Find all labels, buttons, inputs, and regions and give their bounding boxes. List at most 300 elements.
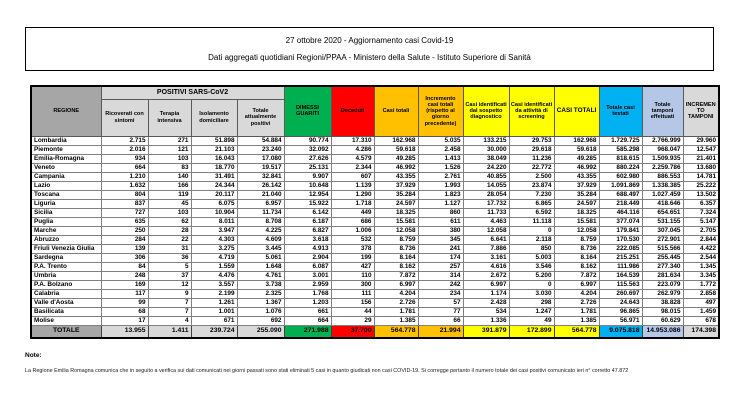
title-line-1: 27 ottobre 2020 - Aggiornamento casi Covid-19: [285, 36, 454, 45]
value-cell: 2.428: [463, 298, 509, 307]
value-cell: 12.058: [463, 226, 509, 235]
value-cell: 602.980: [599, 172, 642, 181]
value-cell: 2.715: [101, 136, 148, 145]
header-group-row: [31, 86, 719, 99]
title-line-2: Dati aggregati quotidiani Regioni/PPAA - Ministero della Salute - Istituto Superiore di Sanità: [208, 53, 531, 62]
value-cell: 968.047: [642, 145, 683, 154]
value-cell: 4.476: [191, 271, 237, 280]
value-cell: 1.345: [683, 262, 719, 271]
value-cell: 6.865: [509, 199, 554, 208]
value-cell: 8.162: [554, 262, 599, 271]
region-name-cell: Basilicata: [31, 307, 101, 316]
value-cell: 199: [331, 253, 374, 262]
value-cell: 38.049: [463, 154, 509, 163]
value-cell: 29.960: [683, 136, 719, 145]
total-value-cell: 172.899: [509, 325, 554, 338]
value-cell: 115.563: [599, 280, 642, 289]
value-cell: 4.286: [331, 145, 374, 154]
value-cell: 427: [331, 262, 374, 271]
value-cell: 7.230: [509, 190, 554, 199]
col-header-ricoverati: Ricoverati con sintomi: [101, 99, 148, 136]
value-cell: 4.463: [463, 217, 509, 226]
value-cell: 10.648: [284, 181, 331, 190]
value-cell: 1.768: [284, 289, 331, 298]
value-cell: 4.204: [554, 289, 599, 298]
total-value-cell: 239.724: [191, 325, 237, 338]
value-cell: 117: [101, 289, 148, 298]
value-cell: 418.646: [642, 199, 683, 208]
value-cell: 262.979: [642, 289, 683, 298]
value-cell: 96.865: [599, 307, 642, 316]
value-cell: 2.259.786: [642, 163, 683, 172]
value-cell: 6.997: [374, 280, 418, 289]
value-cell: 66: [418, 316, 463, 325]
total-value-cell: 271.988: [284, 325, 331, 338]
value-cell: 8.708: [237, 217, 284, 226]
value-cell: 1.718: [331, 199, 374, 208]
region-name-cell: Lombardia: [31, 136, 101, 145]
value-cell: 60.629: [642, 316, 683, 325]
value-cell: 727: [101, 208, 148, 217]
value-cell: 6.997: [554, 280, 599, 289]
value-cell: 2.766.999: [642, 136, 683, 145]
value-cell: 1.781: [554, 307, 599, 316]
value-cell: 880.224: [599, 163, 642, 172]
value-cell: 11.236: [509, 154, 554, 163]
value-cell: 2.458: [418, 145, 463, 154]
value-cell: 26.142: [237, 181, 284, 190]
value-cell: 686: [331, 217, 374, 226]
value-cell: 17.732: [463, 199, 509, 208]
table-row: [31, 316, 719, 325]
value-cell: 6.957: [237, 199, 284, 208]
value-cell: 103: [148, 208, 191, 217]
col-group-positivi: POSITIVI SARS-CoV2: [101, 86, 284, 99]
col-header-isolamento: Isolamento domiciliare: [191, 99, 237, 136]
total-value-cell: 37.700: [331, 325, 374, 338]
value-cell: 4.579: [331, 154, 374, 163]
value-cell: 36: [148, 253, 191, 262]
table-row: [31, 244, 719, 253]
value-cell: 1.781: [374, 307, 418, 316]
table-row: [31, 226, 719, 235]
value-cell: 18.770: [191, 163, 237, 172]
value-cell: 6.827: [284, 226, 331, 235]
value-cell: 1.632: [101, 181, 148, 190]
col-header-regione: REGIONE: [31, 86, 101, 136]
value-cell: 497: [683, 298, 719, 307]
value-cell: 2.016: [101, 145, 148, 154]
total-value-cell: 174.398: [683, 325, 719, 338]
col-header-attualmente-positivi: Totale attualmente positivi: [237, 99, 284, 136]
value-cell: 4: [148, 316, 191, 325]
value-cell: 29.618: [509, 145, 554, 154]
value-cell: 4.204: [374, 289, 418, 298]
value-cell: 1.174: [463, 289, 509, 298]
total-row: [31, 325, 719, 338]
value-cell: 1.509.935: [642, 154, 683, 163]
col-header-sospetto-diagnostico: Casi identificati dal sospetto diagnostico: [463, 86, 509, 136]
value-cell: 15.581: [374, 217, 418, 226]
value-cell: 46.992: [374, 163, 418, 172]
value-cell: 222.085: [599, 244, 642, 253]
value-cell: 35.284: [374, 190, 418, 199]
value-cell: 90.774: [284, 136, 331, 145]
value-cell: 5: [148, 262, 191, 271]
value-cell: 98.015: [642, 307, 683, 316]
value-cell: 3.546: [509, 262, 554, 271]
value-cell: 51.898: [191, 136, 237, 145]
value-cell: 32.841: [237, 172, 284, 181]
value-cell: 860: [418, 208, 463, 217]
value-cell: 24.220: [463, 163, 509, 172]
col-header-screening: Casi identificati da attività di screening: [509, 86, 554, 136]
col-header-dimessi-guariti: DIMESSI GUARITI: [284, 86, 331, 136]
value-cell: 654.651: [642, 208, 683, 217]
table-total-row-container: [31, 325, 719, 338]
value-cell: 21.401: [683, 154, 719, 163]
total-value-cell: 9.075.818: [599, 325, 642, 338]
value-cell: 2.858: [683, 289, 719, 298]
value-cell: 8.164: [374, 253, 418, 262]
value-cell: 5.003: [509, 253, 554, 262]
total-label-cell: TOTALE: [31, 325, 101, 338]
value-cell: 24.643: [599, 298, 642, 307]
value-cell: 170.530: [599, 235, 642, 244]
value-cell: 15.581: [554, 217, 599, 226]
region-name-cell: Valle d'Aosta: [31, 298, 101, 307]
table-row: [31, 217, 719, 226]
value-cell: 7: [148, 298, 191, 307]
value-cell: 8.736: [554, 244, 599, 253]
value-cell: 2.959: [284, 280, 331, 289]
value-cell: 30.000: [463, 145, 509, 154]
col-header-casi-testati: Totale casi testati: [599, 86, 642, 136]
value-cell: 8.759: [374, 235, 418, 244]
value-cell: 1.261: [191, 298, 237, 307]
value-cell: 59.618: [554, 145, 599, 154]
value-cell: 37.929: [374, 181, 418, 190]
value-cell: 17: [101, 316, 148, 325]
value-cell: 260.697: [599, 289, 642, 298]
value-cell: 6.075: [191, 199, 237, 208]
value-cell: 10.904: [191, 208, 237, 217]
value-cell: 37: [148, 271, 191, 280]
value-cell: 692: [237, 316, 284, 325]
value-cell: 1.247: [509, 307, 554, 316]
value-cell: 1.459: [683, 307, 719, 316]
col-header-terapia-intensiva: Terapia intensiva: [148, 99, 191, 136]
value-cell: 1.385: [554, 316, 599, 325]
value-cell: 4.616: [463, 262, 509, 271]
value-cell: 25.222: [683, 181, 719, 190]
table-row: [31, 262, 719, 271]
value-cell: 17.080: [237, 154, 284, 163]
value-cell: 54.884: [237, 136, 284, 145]
value-cell: 4.422: [683, 244, 719, 253]
value-cell: 2.904: [284, 253, 331, 262]
value-cell: 110: [331, 271, 374, 280]
value-cell: 38.828: [642, 298, 683, 307]
value-cell: 2.500: [509, 172, 554, 181]
value-cell: 1.076: [237, 307, 284, 316]
table-row: [31, 154, 719, 163]
total-value-cell: 13.955: [101, 325, 148, 338]
value-cell: 300: [331, 280, 374, 289]
table-row: [31, 289, 719, 298]
value-cell: 56.971: [599, 316, 642, 325]
col-header-incremento-casi: Incremento casi totali (rispetto al giorno precedente): [418, 86, 463, 136]
value-cell: 31.491: [191, 172, 237, 181]
value-cell: 45: [148, 199, 191, 208]
value-cell: 49.285: [554, 154, 599, 163]
table-row: [31, 172, 719, 181]
region-name-cell: Veneto: [31, 163, 101, 172]
value-cell: 277.340: [642, 262, 683, 271]
table-body: [31, 136, 719, 325]
value-cell: 7.886: [463, 244, 509, 253]
value-cell: 0: [509, 226, 554, 235]
value-cell: 664: [101, 163, 148, 172]
value-cell: 4.913: [284, 244, 331, 253]
value-cell: 6.997: [463, 280, 509, 289]
value-cell: 1.006: [331, 226, 374, 235]
region-name-cell: Marche: [31, 226, 101, 235]
value-cell: 380: [418, 226, 463, 235]
region-name-cell: P.A. Bolzano: [31, 280, 101, 289]
value-cell: 9.907: [284, 172, 331, 181]
value-cell: 1.823: [418, 190, 463, 199]
value-cell: 6.087: [284, 262, 331, 271]
table-row: [31, 298, 719, 307]
value-cell: 57: [418, 298, 463, 307]
value-cell: 12.547: [683, 145, 719, 154]
value-cell: 1.729.725: [599, 136, 642, 145]
value-cell: 21.040: [237, 190, 284, 199]
total-value-cell: 21.994: [418, 325, 463, 338]
value-cell: 3.161: [463, 253, 509, 262]
value-cell: 678: [683, 316, 719, 325]
value-cell: 5.147: [683, 217, 719, 226]
value-cell: 21.103: [191, 145, 237, 154]
value-cell: 7.324: [683, 208, 719, 217]
value-cell: 1.772: [683, 280, 719, 289]
value-cell: 11.118: [509, 217, 554, 226]
value-cell: 804: [101, 190, 148, 199]
value-cell: 664: [284, 316, 331, 325]
value-cell: 11.733: [463, 208, 509, 217]
value-cell: 8.736: [374, 244, 418, 253]
value-cell: 1.290: [331, 190, 374, 199]
value-cell: 2.726: [374, 298, 418, 307]
value-cell: 139: [101, 244, 148, 253]
value-cell: 1.203: [284, 298, 331, 307]
table-row: [31, 307, 719, 316]
value-cell: 13.502: [683, 190, 719, 199]
value-cell: 3.445: [237, 244, 284, 253]
value-cell: 28.054: [463, 190, 509, 199]
value-cell: 218.449: [599, 199, 642, 208]
value-cell: 83: [148, 163, 191, 172]
value-cell: 7.872: [374, 271, 418, 280]
value-cell: 40.855: [463, 172, 509, 181]
value-cell: 140: [148, 172, 191, 181]
value-cell: 7: [148, 307, 191, 316]
value-cell: 6.592: [509, 208, 554, 217]
region-name-cell: Sardegna: [31, 253, 101, 262]
region-name-cell: Molise: [31, 316, 101, 325]
region-name-cell: Umbria: [31, 271, 101, 280]
value-cell: 8.162: [374, 262, 418, 271]
region-name-cell: Emilia-Romagna: [31, 154, 101, 163]
table-row: [31, 253, 719, 262]
region-name-cell: Abruzzo: [31, 235, 101, 244]
value-cell: 103: [148, 154, 191, 163]
value-cell: 62: [148, 217, 191, 226]
value-cell: 671: [191, 316, 237, 325]
value-cell: 314: [418, 271, 463, 280]
value-cell: 11.734: [237, 208, 284, 217]
value-cell: 1.385: [374, 316, 418, 325]
table-row: [31, 208, 719, 217]
value-cell: 3.557: [191, 280, 237, 289]
value-cell: 886.553: [642, 172, 683, 181]
value-cell: 5.200: [509, 271, 554, 280]
notes-label: Note:: [25, 352, 42, 359]
value-cell: 3.947: [191, 226, 237, 235]
value-cell: 1.559: [191, 262, 237, 271]
region-name-cell: Puglia: [31, 217, 101, 226]
value-cell: 27.626: [284, 154, 331, 163]
covid-data-table: [30, 85, 720, 339]
value-cell: 23.874: [509, 181, 554, 190]
value-cell: 1.648: [237, 262, 284, 271]
value-cell: 49: [509, 316, 554, 325]
value-cell: 250: [101, 226, 148, 235]
value-cell: 133.215: [463, 136, 509, 145]
value-cell: 12.058: [374, 226, 418, 235]
value-cell: 16.043: [191, 154, 237, 163]
value-cell: 2.118: [509, 235, 554, 244]
value-cell: 14.781: [683, 172, 719, 181]
table-row: [31, 145, 719, 154]
col-header-tamponi: Totale tamponi effettuati: [642, 86, 683, 136]
value-cell: 607: [331, 172, 374, 181]
value-cell: 1.336: [463, 316, 509, 325]
value-cell: 28: [148, 226, 191, 235]
value-cell: 99: [101, 298, 148, 307]
value-cell: 162.968: [374, 136, 418, 145]
total-value-cell: 564.778: [374, 325, 418, 338]
region-name-cell: Calabria: [31, 289, 101, 298]
table-row: [31, 136, 719, 145]
value-cell: 22: [148, 235, 191, 244]
value-cell: 12.954: [284, 190, 331, 199]
value-cell: 31: [148, 244, 191, 253]
value-cell: 3.618: [284, 235, 331, 244]
table-row: [31, 280, 719, 289]
value-cell: 272.901: [642, 235, 683, 244]
value-cell: 2.726: [554, 298, 599, 307]
value-cell: 934: [101, 154, 148, 163]
value-cell: 164.539: [599, 271, 642, 280]
region-name-cell: Piemonte: [31, 145, 101, 154]
value-cell: 298: [509, 298, 554, 307]
value-cell: 1.139: [331, 181, 374, 190]
value-cell: 2.705: [683, 226, 719, 235]
value-cell: 32.092: [284, 145, 331, 154]
value-cell: 1.091.869: [599, 181, 642, 190]
region-name-cell: Liguria: [31, 199, 101, 208]
value-cell: 13.680: [683, 163, 719, 172]
table-row: [31, 235, 719, 244]
value-cell: 248: [101, 271, 148, 280]
value-cell: 43.355: [554, 172, 599, 181]
value-cell: 378: [331, 244, 374, 253]
table-row: [31, 163, 719, 172]
table-row: [31, 181, 719, 190]
value-cell: 234: [418, 289, 463, 298]
value-cell: 6.357: [683, 199, 719, 208]
value-cell: 8.759: [554, 235, 599, 244]
col-header-casi-totali-caps: CASI TOTALI: [554, 86, 599, 136]
value-cell: 3.030: [509, 289, 554, 298]
value-cell: 271: [148, 136, 191, 145]
value-cell: 15.922: [284, 199, 331, 208]
value-cell: 818.615: [599, 154, 642, 163]
value-cell: 464.116: [599, 208, 642, 217]
value-cell: 661: [284, 307, 331, 316]
value-cell: 223.079: [642, 280, 683, 289]
value-cell: 6.142: [284, 208, 331, 217]
value-cell: 179.841: [599, 226, 642, 235]
value-cell: 1.001: [191, 307, 237, 316]
value-cell: 59.618: [374, 145, 418, 154]
value-cell: 1.127: [418, 199, 463, 208]
value-cell: 14.055: [463, 181, 509, 190]
value-cell: 4.609: [237, 235, 284, 244]
value-cell: 49.285: [374, 154, 418, 163]
notes-section: [25, 352, 725, 374]
value-cell: 19.517: [237, 163, 284, 172]
value-cell: 6.187: [284, 217, 331, 226]
value-cell: 515.566: [642, 244, 683, 253]
value-cell: 84: [101, 262, 148, 271]
region-name-cell: Campania: [31, 172, 101, 181]
value-cell: 156: [331, 298, 374, 307]
value-cell: 241: [418, 244, 463, 253]
value-cell: 44: [331, 307, 374, 316]
value-cell: 307.045: [642, 226, 683, 235]
value-cell: 24.597: [374, 199, 418, 208]
value-cell: 5.035: [418, 136, 463, 145]
value-cell: 2.325: [237, 289, 284, 298]
region-name-cell: Friuli Venezia Giulia: [31, 244, 101, 253]
value-cell: 1.210: [101, 172, 148, 181]
value-cell: 43.355: [374, 172, 418, 181]
value-cell: 3.738: [237, 280, 284, 289]
value-cell: 111: [331, 289, 374, 298]
value-cell: 24.344: [191, 181, 237, 190]
value-cell: 585.298: [599, 145, 642, 154]
value-cell: 174: [418, 253, 463, 262]
value-cell: 1.526: [418, 163, 463, 172]
value-cell: 281.634: [642, 271, 683, 280]
total-value-cell: 1.411: [148, 325, 191, 338]
notes-text: La Regione Emilia Romagna comunica che in seguito a verifica sui dati comunicati nei giorni passati sono stati eliminati 5 casi in quanto giudicati non casi COVID-19. Si corregge pertanto il numero totale dei casi positivi comunicato ieri n° corretto 47.872: [25, 368, 629, 374]
value-cell: 1.413: [418, 154, 463, 163]
col-header-incremento-tamponi: INCREMENTO TAMPONI: [683, 86, 719, 136]
